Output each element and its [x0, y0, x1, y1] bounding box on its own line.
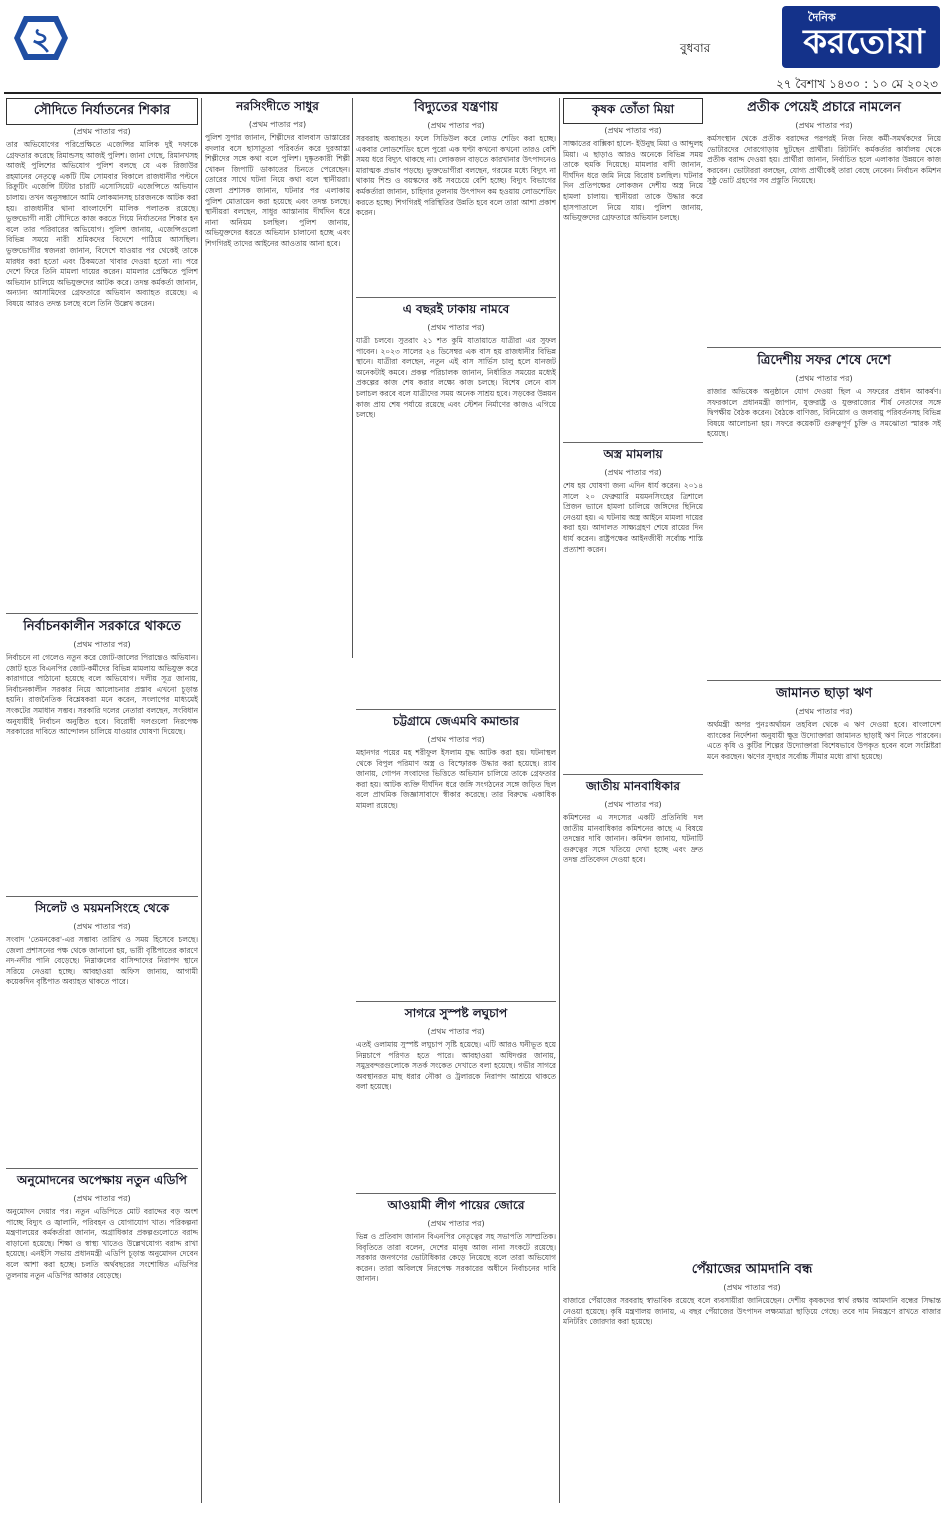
divider [6, 613, 198, 614]
article-body: শেষ হয় ঘোষণা জন্য এদিন ধার্য করেন। ২০১৪ সালে ২০ ফেব্রুয়ারি ময়মনসিংহের ত্রিশালে প্রিজন ভ্যানে হামলা চালিয়ে জঙ্গিদের ছিনিয়ে নেওয়া হয়। এ ঘটনায় অস্ত্র আইনে মামলা দায়ের করা হয়। আদালত সাক্ষ্যগ্রহণ শেষে রায়ের দিন ধার্য করেন। রাষ্ট্রপক্ষের আইনজীবী সর্বোচ্চ শাস্তি প্রত্যাশা করেন। [563, 481, 703, 554]
headline-arms: অস্ত্র মামলায় [603, 447, 663, 461]
article-body: অর্থমন্ত্রী অপর পুনঃঅর্থায়ন তহবিল থেকে এ ঋণ দেওয়া হবে। বাংলাদেশ ব্যাংকের নির্দেশনা অনুযায়ী ক্ষুদ্র উদ্যোক্তারা জামানত ছাড়াই ঋণ নিতে পারবেন। এতে কৃষি ও কুটির শিল্পের উদ্যোক্তারা বিশেষভাবে উপকৃত হবেন বলে সংশ্লিষ্টরা মনে করছেন। ঋণের সুদহার সর্বোচ্চ সীমার মধ্যে রাখা হয়েছে। [707, 720, 941, 761]
continued-label: (প্রথম পাতার পর) [604, 126, 662, 135]
article-body: অনুমোদন দেয়ার পর। নতুন এডিপিতে মোট বরাদ্দের বড় অংশ পাচ্ছে বিদ্যুৎ ও জ্বালানি, পরিবহন ও যোগাযোগ খাত। পরিকল্পনা মন্ত্রণালয়ের কর্মকর্তারা জানান, অগ্রাধিকার প্রকল্পগুলোতে বরাদ্দ বাড়ানো হয়েছে। শিক্ষা ও স্বাস্থ্য খাতেও উল্লেখযোগ্য বরাদ্দ রাখা হয়েছে। এনইসি সভায় প্রধানমন্ত্রী এডিপি চূড়ান্ত অনুমোদন দেবেন বলে আশা করা হচ্ছে। চলতি অর্থবছরের সংশোধিত এডিপির তুলনায় নতুন এডিপির আকার বেড়েছে। [6, 1207, 198, 1280]
page-number: ২ [31, 22, 51, 57]
divider [356, 1001, 556, 1002]
continued-label: (প্রথম পাতার পর) [427, 1219, 485, 1228]
divider [6, 1168, 198, 1169]
headline-adp: অনুমোদনের অপেক্ষায় নতুন এডিপি [17, 1173, 187, 1187]
headline-farmer: কৃষক তোঁতা মিয়া [563, 98, 703, 124]
continued-label: (প্রথম পাতার পর) [73, 922, 131, 931]
headline-dhaka: এ বছরই ঢাকায় নামবে [402, 302, 510, 316]
column-rule [201, 98, 202, 1503]
article-body: তার অভিযোগের পরিপ্রেক্ষিতে এজেন্সির মালিক দুই দফাকে গ্রেফতার করেছে রিমান্ডসহ আজই পুলিশ। জানা গেছে, রিমানখসহ আজই পুলিশের অভিযোগ পুলিশ বলছে যে এক রিজাউর রহমানের নেতৃত্বে একটি টিম সোমবার বিকালে রাজধানীর পল্টনে রিক্রুটিং এজেন্সি টিটার চারটি এসোসিয়েট এজেন্সিতে অভিযান চালায়। তখন অনুসন্ধানে আমি লোকমানসহ চারজনকে আটক করা হয়। রাজধানীর থানা বাংলাদেশি মালিক পলাতক রয়েছে। ভুক্তভোগী নারী সৌদিতে কাজ করতে গিয়ে নির্যাতনের শিকার হন বলে তার পরিবারের অভিযোগ। পুলিশ জানায়, এজেন্সিগুলো বিভিন্ন সময়ে নারী শ্রমিকদের বিদেশে পাঠিয়ে আসছিল। ভুক্তভোগীর স্বজনরা জানান, বিদেশে যাওয়ার পর থেকেই তাকে মারধর করা হতো এবং ঠিকমতো খাবার দেওয়া হতো না। পরে দেশে ফিরে তিনি মামলা দায়ের করেন। মামলার প্রেক্ষিতে পুলিশ অভিযান চালিয়ে অভিযুক্তদের আটক করে। তদন্ত কর্মকর্তা জানান, অন্যান্য আসামিদের গ্রেফতারে অভিযান অব্যাহত রয়েছে। এ বিষয়ে আরও তদন্ত চলছে বলে তিনি উল্লেখ করেন। [6, 140, 198, 308]
article-body: কর্মসংস্থান থেকে প্রতীক বরাদ্দের পরপরই নিজ নিজ কর্মী-সমর্থকদের নিয়ে ভোটারদের দোরগোড়ায় ছুটছেন প্রার্থীরা। রিটার্নিং কর্মকর্তার কার্যালয় থেকে প্রতীক বরাদ্দ দেওয়া হয়। প্রার্থীরা জানান, নির্বাচিত হলে এলাকার উন্নয়নে কাজ করবেন। ভোটাররা বলছেন, যোগ্য প্রার্থীকেই তারা বেছে নেবেন। নির্বাচন কমিশন সুষ্ঠু ভোট গ্রহণের সব প্রস্তুতি নিয়েছে। [707, 134, 941, 186]
divider [563, 442, 703, 443]
headline-human-rights: জাতীয় মানবাধিকার [586, 779, 680, 793]
page-number-badge [6, 8, 76, 68]
article-body: ভিন্ন ও প্রতিবাদ জানান বিএনপির নেতৃত্বের সহ সভাপতি সাম্প্রতিক। বিবৃতিতে তারা বলেন, দেশের মানুষ আজ নানা সংকটে রয়েছে। সরকার জনগণের ভোটাধিকার কেড়ে নিয়েছে বলে তারা অভিযোগ করেন। তারা অবিলম্বে নিরপেক্ষ সরকারের অধীনে নির্বাচনের দাবি জানান। [356, 1232, 556, 1284]
headline-ctg: চট্টগ্রামে জেএমবি কমান্ডার [392, 714, 520, 728]
continued-label: (প্রথম পাতার পর) [604, 468, 662, 477]
continued-label: (প্রথম পাতার পর) [795, 374, 853, 383]
article-body: মহানগর পয়ের মহ শরীফুল ইসলাম যুদ্ধ আটক করা হয়। ঘটনাস্থল থেকে বিপুল পরিমাণ অস্ত্র ও বিস্ফোরক উদ্ধার করা হয়েছে। র‍্যাব জানায়, গোপন সংবাদের ভিত্তিতে অভিযান চালিয়ে তাকে গ্রেফতার করা হয়। আটক ব্যক্তি দীর্ঘদিন ধরে জঙ্গি সংগঠনের সঙ্গে জড়িত ছিল বলে প্রাথমিক জিজ্ঞাসাবাদে স্বীকার করেছে। তার বিরুদ্ধে একাধিক মামলা রয়েছে। [356, 748, 556, 810]
logo-name: করতোয়া [803, 22, 925, 62]
article-body: কমিশনের এ সদস্যের একটি প্রতিনিধি দল জাতীয় মানবাধিকার কমিশনের কাছে এ বিষয়ে তদন্তের দাবি জানান। কমিশন জানায়, ঘটনাটি গুরুত্বের সঙ্গে খতিয়ে দেখা হচ্ছে এবং দ্রুত তদন্ত প্রতিবেদন দেওয়া হবে। [563, 813, 703, 865]
column-rule [352, 98, 353, 658]
column-2 [205, 98, 350, 798]
headline-loan: জামানত ছাড়া ঋণ [775, 686, 873, 701]
article-body: যাত্রী চলবে। সুতরাং ২১ শত কুমি যাতায়াতে যাত্রীরা এর সুফল পাবেন। ২০২৩ সালের ২৪ ডিসেম্বর এক বাস হয় রাজধানীর বিভিন্ন স্থানে। যাত্রীরা বলছেন, নতুন এই বাস সার্ভিস চালু হলে যানজট অনেকটাই কমবে। প্রকল্প পরিচালক জানান, নির্ধারিত সময়ের মধ্যেই প্রকল্পের কাজ শেষ করার লক্ষ্যে কাজ চলছে। বিশেষ লেনে বাস চলাচল করবে বলে যাত্রীদের সময় অনেক সাশ্রয় হবে। সড়কের উন্নয়ন কাজ প্রায় শেষ পর্যায়ে রয়েছে এবং স্টেশন নির্মাণের কাজও এগিয়ে চলছে। [356, 336, 556, 420]
continued-label: (প্রথম পাতার পর) [427, 121, 485, 130]
article-body: রাজার অভিষেক অনুষ্ঠানে যোগ দেওয়া ছিল এ সফরের প্রধান আকর্ষণ। সফরকালে প্রধানমন্ত্রী জাপান, যুক্তরাষ্ট্র ও যুক্তরাজ্যের শীর্ষ নেতাদের সঙ্গে দ্বিপক্ষীয় বৈঠক করেন। বৈঠকে বাণিজ্য, বিনিয়োগ ও জলবায়ু পরিবর্তনসহ বিভিন্ন বিষয়ে আলোচনা হয়। সফরে কয়েকটি গুরুত্বপূর্ণ চুক্তি ও সমঝোতা স্মারক সই হয়েছে। [707, 387, 941, 439]
headline-onion: পেঁয়াজের আমদানি বন্ধ [691, 1262, 813, 1277]
headline-trinational: ত্রিদেশীয় সফর শেষে দেশে [757, 353, 891, 368]
logo-small-text: দৈনিক [808, 11, 836, 24]
divider [6, 896, 198, 897]
headline-electricity: বিদ্যুতের যন্ত্রণায় [413, 100, 498, 115]
headline-narsingdi: নরসিংদীতে সাধুর [236, 99, 319, 113]
continued-label: (প্রথম পাতার পর) [795, 121, 853, 130]
divider [707, 347, 941, 348]
onion-article [563, 1260, 941, 1510]
headline-sea: সাগরে সুস্পষ্ট লঘুচাপ [404, 1006, 508, 1020]
article-body: এতই ওলামায় সুস্পষ্ট লঘুচাপ সৃষ্টি হয়েছে। এটি আরও ঘনীভূত হয়ে নিম্নচাপে পরিণত হতে পারে। আবহাওয়া অধিদপ্তর জানায়, সমুদ্রবন্দরগুলোকে সতর্ক সংকেত দেখাতে বলা হয়েছে। গভীর সাগরে অবস্থানরত মাছ ধরার নৌকা ও ট্রলারকে নিরাপদ আশ্রয়ে থাকতে বলা হয়েছে। [356, 1040, 556, 1092]
divider [356, 709, 556, 710]
column-rule [559, 98, 560, 1503]
masthead-rule [4, 92, 941, 94]
continued-label: (প্রথম পাতার পর) [427, 735, 485, 744]
continued-label: (প্রথম পাতার পর) [723, 1283, 781, 1292]
headline-awami: আওয়ামী লীগ পায়ের জোরে [387, 1198, 525, 1212]
column-4 [563, 98, 703, 1098]
article-body: সরবরাহ অব্যাহত। ফলে সিডিউল করে লোড শেডিং করা হচ্ছে। একবার লোডশেডিং হলে পুরো এক ঘণ্টা কখনো কখনো তারও বেশি সময় ধরে বিদ্যুৎ থাকছে না। লোকজন বাড়তে কারখানার উৎপাদনেও মারাত্মক প্রভাব পড়ছে। ভুক্তভোগীরা বলছেন, গরমের মধ্যে বিদ্যুৎ না থাকায় শিশু ও বয়স্কদের কষ্ট সবচেয়ে বেশি হচ্ছে। বিদ্যুৎ বিভাগের কর্মকর্তারা জানান, চাহিদার তুলনায় উৎপাদন কম হওয়ায় লোডশেডিং করতে হচ্ছে। শিগগিরই পরিস্থিতির উন্নতি হবে বলে তারা আশা প্রকাশ করেন। [356, 134, 556, 218]
headline-soudi: সৌদিতে নির্যাতনের শিকার [6, 98, 198, 125]
article-body: সাক্ষাতের বাক্সিকা হালে- ইউনুছ মিয়া ও আব্দুলহ মিয়া। এ ছাড়াও আরও অনেকে বিভিন্ন সময় তাকে হুমকি দিয়েছে। মামলার বাদী জানান, দীর্ঘদিন ধরে জমি নিয়ে বিরোধ চলছিল। ঘটনার দিন প্রতিপক্ষের লোকজন দেশীয় অস্ত্র নিয়ে হামলা চালায়। স্থানীয়রা তাকে উদ্ধার করে হাসপাতালে নিয়ে যায়। পুলিশ জানায়, অভিযুক্তদের গ্রেফতারে অভিযান চলছে। [563, 139, 703, 223]
article-body: বাজারে পেঁয়াজের সরবরাহ স্বাভাবিক রয়েছে বলে ব্যবসায়ীরা জানিয়েছেন। দেশীয় কৃষকদের স্বার্থ রক্ষায় আমদানি বন্ধের সিদ্ধান্ত নেওয়া হয়েছে। কৃষি মন্ত্রণালয় জানায়, এ বছর পেঁয়াজের উৎপাদন লক্ষ্যমাত্রা ছাড়িয়ে গেছে। তবে দাম নিয়ন্ত্রণে রাখতে বাজার মনিটরিং জোরদার করা হয়েছে। [563, 1296, 941, 1327]
weekday: বুধবার [680, 41, 711, 55]
headline-symbol: প্রতীক পেয়েই প্রচারে নামলেন [747, 100, 901, 115]
article-body: নির্বাচনে না গেলেও নতুন করে জোট-জালের পিরান্তেও অভিযান। জোট হতে বিএনপির জোট-কর্মীদের বিভিন্ন মামলায় অভিযুক্ত করে কারাগারে পাঠানো হয়েছে বলে অভিযোগ। দলীয় সূত্র জানায়, নির্বাচনকালীন সরকার নিয়ে আলোচনার প্রস্তাব এখনো চূড়ান্ত হয়নি। রাজনৈতিক বিশ্লেষকরা মনে করেন, সংলাপের মাধ্যমেই সংকটের সমাধান সম্ভব। সরকারি দলের নেতারা বলছেন, সংবিধান অনুযায়ীই নির্বাচন অনুষ্ঠিত হবে। বিরোধী দলগুলো নিরপেক্ষ সরকারের দাবিতে আন্দোলন চালিয়ে যাওয়ার ঘোষণা দিয়েছে। [6, 653, 198, 737]
continued-label: (প্রথম পাতার পর) [73, 640, 131, 649]
divider [356, 297, 556, 298]
article-body: সংবাদ 'তেমনকের'-এর সম্ভাব্য তারিখ ও সময় হিসেবে চলছে। জেলা প্রশাসনের পক্ষ থেকে জানানো হয়, ভারী বৃষ্টিপাতের কারণে নদ-নদীর পানি বেড়েছে। নিম্নাঞ্চলের বাসিন্দাদের নিরাপদ স্থানে সরিয়ে নেওয়া হচ্ছে। আবহাওয়া অফিস জানায়, আগামী কয়েকদিন বৃষ্টিপাত অব্যাহত থাকতে পারে। [6, 935, 198, 987]
continued-label: (প্রথম পাতার পর) [73, 127, 131, 136]
continued-label: (প্রথম পাতার পর) [248, 120, 307, 129]
dateline: ২৭ বৈশাখ ১৪৩০ : ১০ মে ২০২৩ [775, 77, 938, 91]
continued-label: (প্রথম পাতার পর) [604, 800, 662, 809]
column-3 [356, 98, 556, 1508]
divider [563, 774, 703, 775]
continued-label: (প্রথম পাতার পর) [73, 1194, 131, 1203]
article-body: পুলিশ সুপার জানান, শিল্পীদের বালবাস ডাস্তারের বদলার বসে ছাসাতুতা পরিবর্তন করে দুরআস্তা শিল্পীদের সঙ্গে কথা বলে পুলিশ। দুষ্কৃতকারী শিল্পী খোকন জিপাটি ডাকাতের চিনতে পেরেছেন। তোরের সাথে ঘটনা নিয়ে কথা বলে স্থানীয়রা। জেলা প্রশাসক জানান, ঘটনার পর এলাকায় পুলিশ মোতায়েন করা হয়েছে এবং তদন্ত চলছে। স্থানীয়রা বলছেন, সাধুর আস্তানায় দীর্ঘদিন ধরে নানা অনিয়ম চলছিল। পুলিশ জানায়, অভিযুক্তদের ধরতে অভিযান চালানো হচ্ছে এবং শিগগিরই তাদের আইনের আওতায় আনা হবে। [205, 133, 350, 248]
divider [707, 680, 941, 681]
continued-label: (প্রথম পাতার পর) [427, 323, 485, 332]
headline-sylhet: সিলেট ও ময়মনসিংহে থেকে [34, 901, 170, 915]
continued-label: (প্রথম পাতার পর) [795, 707, 853, 716]
continued-label: (প্রথম পাতার পর) [427, 1027, 485, 1036]
divider [356, 1193, 556, 1194]
column-1 [6, 98, 198, 1508]
headline-election: নির্বাচনকালীন সরকারে থাকতে [23, 619, 181, 634]
